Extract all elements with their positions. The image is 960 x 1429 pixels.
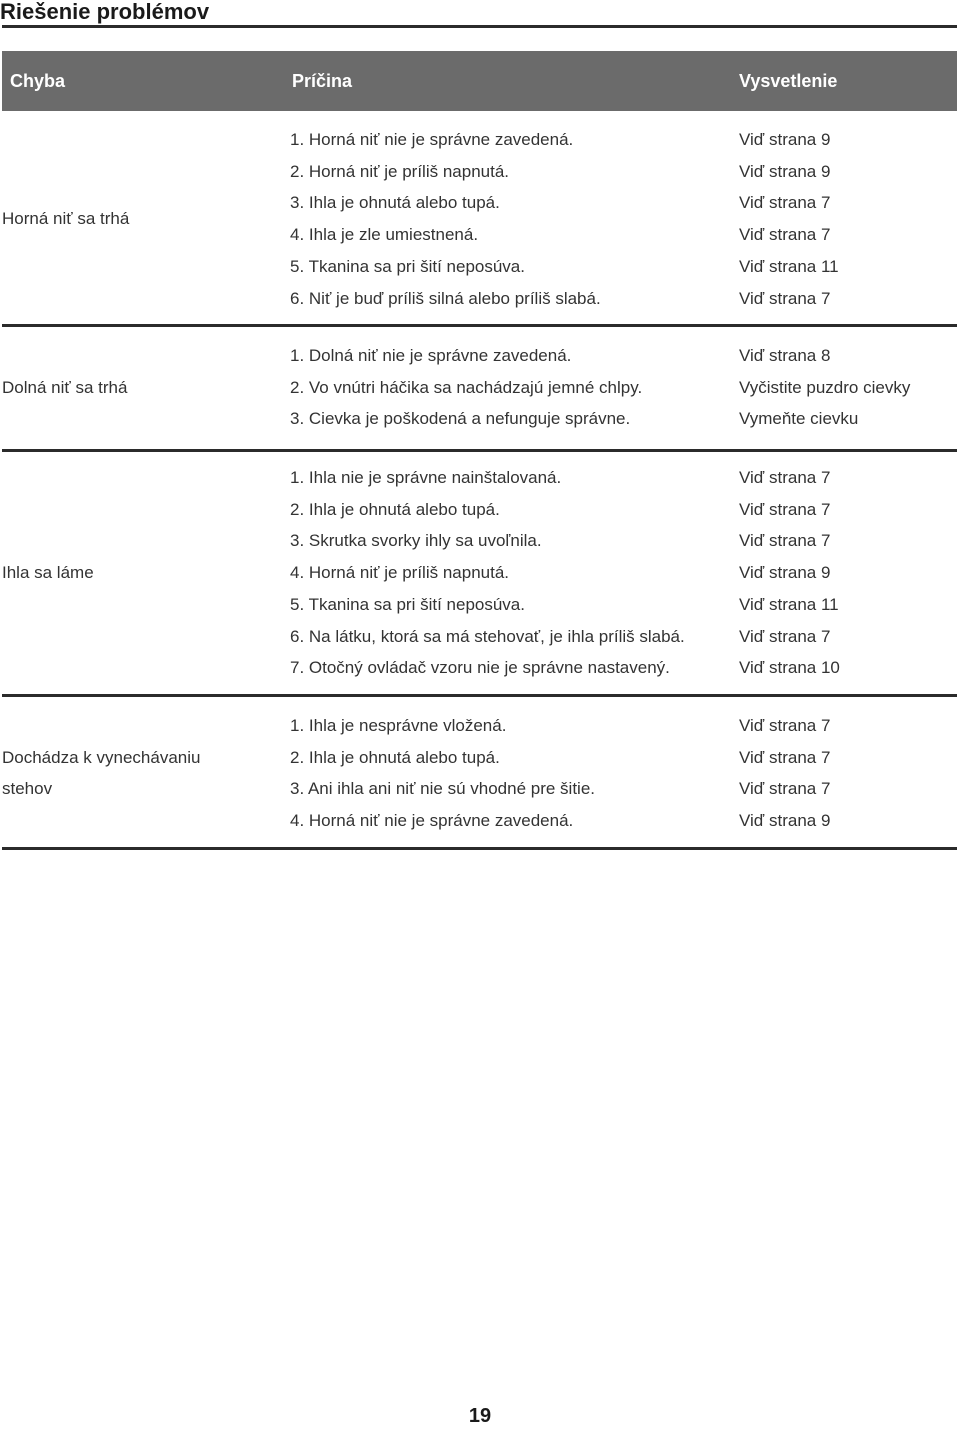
explanation-text: Viď strana 11 — [739, 594, 839, 614]
fault-label: stehov — [2, 779, 53, 799]
explanation-text: Viď strana 10 — [739, 658, 840, 678]
cause-text: 2. Ihla je ohnutá alebo tupá. — [290, 499, 500, 519]
page-number: 19 — [468, 1405, 492, 1427]
cause-text: 4. Ihla je zle umiestnená. — [290, 225, 479, 245]
cause-text: 4. Horná niť nie je správne zavedená. — [290, 811, 574, 831]
header-chyba: Chyba — [10, 71, 66, 91]
explanation-text: Viď strana 9 — [739, 563, 831, 583]
explanation-text: Viď strana 7 — [739, 716, 831, 735]
cause-text: 4. Horná niť je príliš napnutá. — [290, 563, 509, 583]
section-divider — [2, 847, 957, 850]
fault-label: Dochádza k vynechávaniu — [2, 747, 201, 767]
cause-text: 2. Horná niť je príliš napnutá. — [290, 161, 509, 181]
explanation-text: Viď strana 7 — [739, 288, 831, 308]
cause-text: 2. Vo vnútri háčika sa nachádzajú jemné chlpy. — [290, 377, 643, 397]
section-divider — [2, 324, 957, 327]
explanation-text: Viď strana 7 — [739, 225, 831, 245]
explanation-text: Vymeňte cievku — [739, 409, 859, 429]
cause-text: 1. Ihla nie je správne nainštalovaná. — [290, 468, 562, 487]
section-divider — [2, 449, 957, 452]
fault-label: Dolná niť sa trhá — [2, 377, 128, 397]
explanation-text: Viď strana 7 — [739, 779, 831, 799]
cause-text: 2. Ihla je ohnutá alebo tupá. — [290, 747, 500, 767]
cause-text: 3. Ani ihla ani niť nie sú vhodné pre šitie. — [290, 779, 596, 799]
explanation-text: Viď strana 7 — [739, 747, 831, 767]
header-pricina: Príčina — [292, 71, 353, 91]
cause-text: 6. Niť je buď príliš silná alebo príliš slabá. — [290, 288, 601, 308]
cause-text: 7. Otočný ovládač vzoru nie je správne nastavený. — [290, 658, 670, 678]
cause-text: 1. Ihla je nesprávne vložená. — [290, 716, 507, 735]
cause-text: 1. Horná niť nie je správne zavedená. — [290, 130, 574, 149]
explanation-text: Viď strana 9 — [739, 130, 831, 149]
cause-text: 6. Na látku, ktorá sa má stehovať, je ihla príliš slabá. — [290, 626, 685, 646]
explanation-text: Viď strana 9 — [739, 161, 831, 181]
explanation-text: Viď strana 7 — [739, 531, 831, 551]
explanation-text: Viď strana 7 — [739, 626, 831, 646]
header-vysvetlenie: Vysvetlenie — [739, 71, 838, 91]
cause-text: 1. Dolná niť nie je správne zavedená. — [290, 346, 572, 365]
explanation-text: Viď strana 8 — [739, 346, 831, 365]
cause-text: 3. Skrutka svorky ihly sa uvoľnila. — [290, 531, 542, 551]
cause-text: 5. Tkanina sa pri šití neposúva. — [290, 594, 525, 614]
page-title: Riešenie problémov — [0, 0, 210, 24]
cause-text: 3. Ihla je ohnutá alebo tupá. — [290, 193, 500, 213]
explanation-text: Viď strana 11 — [739, 256, 839, 276]
explanation-text: Viď strana 9 — [739, 811, 831, 831]
explanation-text: Viď strana 7 — [739, 193, 831, 213]
explanation-text: Viď strana 7 — [739, 468, 831, 487]
title-divider — [2, 25, 957, 28]
fault-label: Ihla sa láme — [2, 563, 94, 583]
table-header — [2, 51, 957, 111]
explanation-text: Viď strana 7 — [739, 499, 831, 519]
explanation-text: Vyčistite puzdro cievky — [739, 377, 911, 397]
cause-text: 5. Tkanina sa pri šití neposúva. — [290, 256, 525, 276]
fault-label: Horná niť sa trhá — [2, 209, 130, 229]
cause-text: 3. Cievka je poškodená a nefunguje správne. — [290, 409, 631, 429]
section-divider — [2, 694, 957, 697]
